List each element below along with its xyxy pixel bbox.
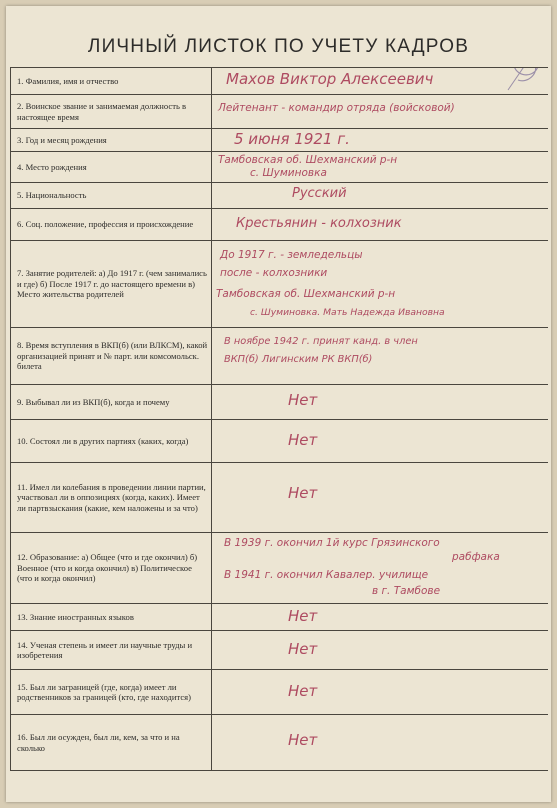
handwritten-answer: Нет — [288, 484, 318, 502]
handwritten-answer: Нет — [288, 607, 318, 625]
table-row — [11, 631, 548, 670]
handwritten-answer: Нет — [288, 431, 318, 449]
table-row — [11, 715, 548, 771]
handwritten-answer: Нет — [288, 640, 318, 658]
row-label: 8. Время вступления в ВКП(б) (или ВЛКСМ), какой организацией принят и № парт. или комсомольск. билета — [11, 328, 212, 384]
row-answer — [212, 631, 548, 669]
table-row — [11, 385, 548, 420]
table-row — [11, 533, 548, 604]
table-row — [11, 241, 548, 328]
record-table — [10, 67, 548, 771]
table-row — [11, 463, 548, 533]
table-row — [11, 209, 548, 241]
row-answer — [212, 241, 548, 327]
row-label: 13. Знание иностранных языков — [11, 604, 212, 630]
handwritten-answer: Нет — [288, 391, 318, 409]
row-label: 7. Занятие родителей: а) До 1917 г. (чем занимались и где) б) После 1917 г. до настоящего времени в) Место жительства родителей — [11, 241, 212, 327]
row-answer — [212, 209, 548, 240]
row-label: 2. Воинское звание и занимаемая должность в настоящее время — [11, 95, 212, 128]
row-answer — [212, 183, 548, 208]
row-answer — [212, 420, 548, 462]
handwritten-answer: Тамбовская об. Шехманский р-н — [218, 154, 398, 166]
row-answer — [212, 463, 548, 532]
handwritten-answer: в г. Тамбове — [372, 585, 441, 597]
row-label: 14. Ученая степень и имеет ли научные труды и изобретения — [11, 631, 212, 669]
table-row — [11, 604, 548, 631]
row-label: 6. Соц. положение, профессия и происхождение — [11, 209, 212, 240]
row-answer — [212, 95, 548, 128]
row-answer — [212, 152, 548, 182]
table-row — [11, 95, 548, 129]
handwritten-answer: с. Шуминовка — [250, 167, 327, 179]
handwritten-answer: Нет — [288, 682, 318, 700]
handwritten-answer: с. Шуминовка. Мать Надежда Ивановна — [250, 307, 445, 318]
row-label: 10. Состоял ли в других партиях (каких, когда) — [11, 420, 212, 462]
table-row — [11, 183, 548, 209]
handwritten-answer: Нет — [288, 731, 318, 749]
row-label: 5. Национальность — [11, 183, 212, 208]
table-row — [11, 129, 548, 152]
row-answer — [212, 604, 548, 630]
handwritten-answer: Лейтенант - командир отряда (войсковой) — [218, 102, 455, 114]
row-label: 15. Был ли заграницей (где, когда) имеет ли родственников за границей (кто, где находится) — [11, 670, 212, 714]
handwritten-answer: Махов Виктор Алексеевич — [226, 70, 434, 88]
table-row — [11, 420, 548, 463]
handwritten-answer: Тамбовская об. Шехманский р-н — [216, 288, 396, 300]
table-row — [11, 328, 548, 385]
row-answer — [212, 385, 548, 419]
personnel-record-sheet — [6, 6, 551, 802]
table-row — [11, 152, 548, 183]
handwritten-answer: В 1941 г. окончил Кавалер. училище — [224, 569, 429, 581]
row-label: 1. Фамилия, имя и отчество — [11, 68, 212, 94]
table-row — [11, 670, 548, 715]
table-row — [11, 68, 548, 95]
row-answer — [212, 533, 548, 603]
row-answer — [212, 129, 548, 151]
handwritten-answer: До 1917 г. - земледельцы — [220, 249, 363, 261]
handwritten-answer: Крестьянин - колхозник — [236, 216, 402, 231]
handwritten-answer: после - колхозники — [220, 267, 328, 279]
row-answer — [212, 670, 548, 714]
row-label: 3. Год и месяц рождения — [11, 129, 212, 151]
row-label: 16. Был ли осужден, был ли, кем, за что и на сколько — [11, 715, 212, 770]
row-label: 12. Образование: а) Общее (что и где окончил) б) Военное (что и когда окончил) в) Политическое (что и когда окончил) — [11, 533, 212, 603]
handwritten-answer: рабфака — [452, 551, 500, 563]
row-answer — [212, 68, 548, 94]
row-answer — [212, 328, 548, 384]
row-label: 9. Выбывал ли из ВКП(б), когда и почему — [11, 385, 212, 419]
handwritten-answer: ВКП(б) Лигинским РК ВКП(б) — [224, 354, 373, 365]
handwritten-answer: 5 июня 1921 г. — [234, 130, 350, 148]
row-answer — [212, 715, 548, 770]
row-label: 4. Место рождения — [11, 152, 212, 182]
handwritten-answer: В ноябре 1942 г. принят канд. в член — [224, 336, 418, 347]
page-title: ЛИЧНЫЙ ЛИСТОК ПО УЧЕТУ КАДРОВ — [87, 36, 470, 57]
handwritten-answer: Русский — [292, 186, 347, 201]
row-label: 11. Имел ли колебания в проведении линии партии, участвовал ли в оппозициях (когда, каких). Имеет ли партвзыскания (какие, кем наложены и за что) — [11, 463, 212, 532]
ink-scribble-mark — [494, 68, 546, 94]
handwritten-answer: В 1939 г. окончил 1й курс Грязинского — [224, 537, 440, 549]
